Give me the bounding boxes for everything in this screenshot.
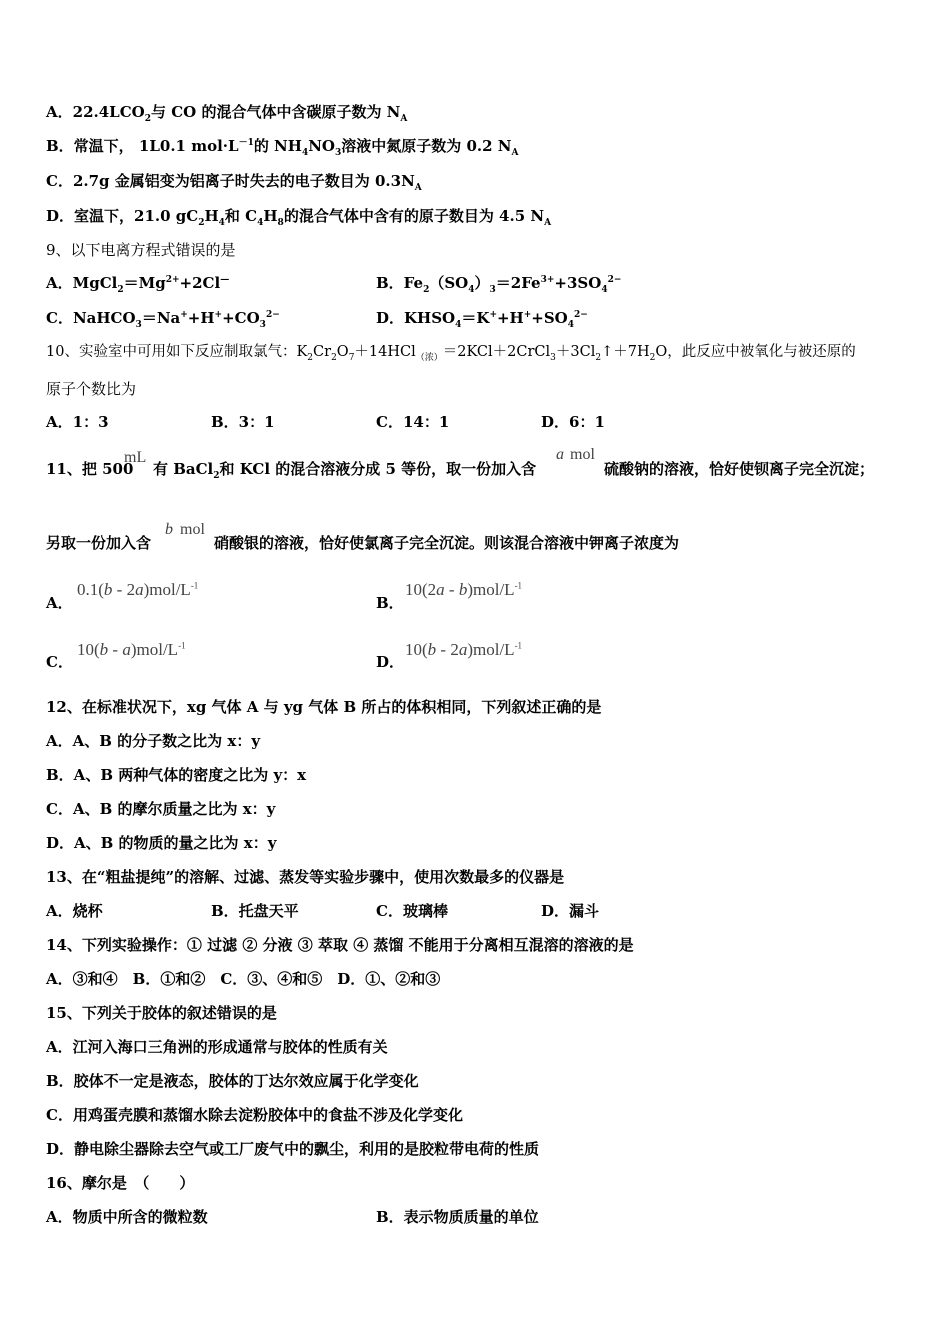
text: ＝2Fe xyxy=(495,274,541,292)
text: H xyxy=(263,207,278,225)
q12-stem: 12、在标准状况下，xg 气体 A 与 yg 气体 B 所占的体积相同，下列叙述正确的是 xyxy=(46,698,602,716)
text: 10( xyxy=(405,640,428,659)
variable: a xyxy=(436,580,445,599)
text: ↑＋7H xyxy=(601,344,650,360)
text: +CO xyxy=(222,309,260,327)
subscript: 4 xyxy=(567,320,575,330)
text: +H xyxy=(187,309,215,327)
text: B．Fe xyxy=(376,274,424,292)
subscript: 2 xyxy=(423,285,430,295)
text: 10、实验室中可用如下反应制取氯气：K xyxy=(46,344,308,360)
subscript: A xyxy=(544,218,552,228)
variable: b xyxy=(103,580,113,599)
text: 有 BaCl xyxy=(153,460,214,478)
q8-option-a xyxy=(46,102,407,122)
q8-option-b xyxy=(46,136,519,156)
subscript: A xyxy=(400,114,408,124)
unit-mol: mol xyxy=(180,521,205,538)
superscript: -1 xyxy=(514,640,523,651)
text: NO xyxy=(308,137,335,155)
q10-option-a: A．1：3 xyxy=(46,413,109,431)
q16-stem: 16、摩尔是 （ ） xyxy=(46,1174,195,1192)
q13-option-d: D．漏斗 xyxy=(541,902,600,920)
text: ＋3Cl xyxy=(555,344,596,360)
text: - xyxy=(108,640,123,659)
q9-option-c xyxy=(46,308,280,328)
text: )mol/L xyxy=(143,580,191,599)
subscript: A xyxy=(414,183,422,193)
subscript: 3 xyxy=(489,285,496,295)
subscript: 2 xyxy=(144,114,151,124)
text: 的混合气体中含有的原子数目为 4.5 N xyxy=(283,207,545,225)
text: 10(2 xyxy=(405,580,437,599)
text: D．KHSO xyxy=(376,309,456,327)
q9-option-b xyxy=(376,273,621,293)
subscript: 4 xyxy=(455,320,462,330)
text: A．MgCl xyxy=(46,274,118,292)
text: ＝Mg xyxy=(123,274,166,292)
subscript: A xyxy=(511,148,519,158)
text: 10( xyxy=(77,640,100,659)
q12-option-d: D．A、B 的物质的量之比为 x：y xyxy=(46,834,277,852)
q12-option-c: C．A、B 的摩尔质量之比为 x：y xyxy=(46,800,276,818)
q12-option-a: A．A、B 的分子数之比为 x：y xyxy=(46,732,261,750)
unit-ml: mL xyxy=(124,449,147,466)
text: ＋14HCl xyxy=(354,344,416,360)
text: 和 KCl 的混合溶液分成 5 等份，取一份加入含 xyxy=(219,460,537,478)
formula xyxy=(405,580,522,600)
superscript: －1 xyxy=(238,138,254,148)
text: +3SO xyxy=(554,274,602,292)
subscript: 3 xyxy=(259,320,266,330)
subscript: 4 xyxy=(218,218,225,228)
formula xyxy=(77,580,198,600)
subscript: 2 xyxy=(213,471,220,481)
subscript: 8 xyxy=(277,218,284,228)
variable: b xyxy=(99,640,109,659)
variable: a xyxy=(135,580,144,599)
q15-option-b: B．胶体不一定是液态，胶体的丁达尔效应属于化学变化 xyxy=(46,1072,419,1090)
superscript: + xyxy=(180,310,188,320)
text: - 2 xyxy=(112,580,136,599)
superscript: — xyxy=(220,275,230,285)
superscript: + xyxy=(489,310,497,320)
subscript: 7 xyxy=(348,352,355,363)
superscript: 3+ xyxy=(540,275,555,285)
superscript: 2+ xyxy=(165,275,180,285)
text: 硝酸银的溶液，恰好使氯离子完全沉淀。则该混合溶液中钾离子浓度为 xyxy=(214,534,680,552)
text: ＝K xyxy=(461,309,490,327)
text: )mol/L xyxy=(130,640,179,659)
superscript: 2− xyxy=(265,310,280,320)
subscript: 3 xyxy=(334,148,342,158)
text: 硫酸钠的溶液，恰好使钡离子完全沉淀； xyxy=(604,460,875,478)
text: ＝Na xyxy=(141,309,181,327)
subscript: 2 xyxy=(649,352,656,363)
q14-stem: 14、下列实验操作：① 过滤 ② 分液 ③ 萃取 ④ 蒸馏 不能用于分离相互混溶的溶液的是 xyxy=(46,936,634,954)
text: 另取一份加入含 xyxy=(46,534,152,552)
text: Cr xyxy=(313,344,332,360)
q15-option-a: A．江河入海口三角洲的形成通常与胶体的性质有关 xyxy=(46,1038,388,1056)
q8-option-c xyxy=(46,171,422,191)
variable: b xyxy=(458,580,468,599)
q15-option-d: D．静电除尘器除去空气或工厂废气中的飘尘，利用的是胶粒带电荷的性质 xyxy=(46,1140,540,1158)
text: （SO xyxy=(429,274,469,292)
q8-option-d xyxy=(46,206,551,226)
subscript: 4 xyxy=(301,148,309,158)
q9-stem: 9、以下电离方程式错误的是 xyxy=(46,241,236,259)
q12-option-b: B．A、B 两种气体的密度之比为 y：x xyxy=(46,766,307,784)
text: ） xyxy=(474,274,490,292)
option-label: A． xyxy=(46,594,73,612)
q14-options: A．③和④ B．①和② C．③、④和⑤ D．①、②和③ xyxy=(46,970,441,988)
text: A．22.4LCO xyxy=(46,103,145,121)
text: 的 NH xyxy=(253,137,302,155)
text: 0.1( xyxy=(77,580,104,599)
q15-stem: 15、下列关于胶体的叙述错误的是 xyxy=(46,1004,277,1022)
text: B．常温下， 1L0.1 mol·L xyxy=(46,137,239,155)
subscript: 4 xyxy=(257,218,264,228)
text xyxy=(153,459,536,479)
q13-option-a: A．烧杯 xyxy=(46,902,103,920)
subscript: （浓） xyxy=(415,352,443,363)
text: 溶液中氮原子数为 0.2 N xyxy=(341,137,512,155)
text: +2Cl xyxy=(179,274,221,292)
superscript: + xyxy=(214,310,223,320)
text: +H xyxy=(496,309,524,327)
text: 和 C xyxy=(224,207,258,225)
unit-a: a xyxy=(556,446,564,463)
q10-option-d: D．6：1 xyxy=(541,413,605,431)
text: +SO xyxy=(531,309,568,327)
q10-option-c: C．14：1 xyxy=(376,413,450,431)
text: ＝2KCl＋2CrCl xyxy=(442,344,551,360)
text: 与 CO 的混合气体中含碳原子数为 N xyxy=(151,103,401,121)
q10-stem-line2: 原子个数比为 xyxy=(46,380,137,398)
subscript: 2 xyxy=(595,352,602,363)
q9-option-d xyxy=(376,308,588,328)
subscript: 3 xyxy=(550,352,556,363)
text: O，此反应中被氧化与被还原的 xyxy=(655,344,856,360)
subscript: 3 xyxy=(135,320,142,330)
variable: b xyxy=(427,640,437,659)
option-label: C． xyxy=(46,653,73,671)
subscript: 2 xyxy=(331,352,337,363)
subscript: 4 xyxy=(468,285,475,295)
superscript: 2− xyxy=(607,275,622,285)
text: 11、把 500 xyxy=(46,460,134,478)
text: )mol/L xyxy=(467,640,515,659)
option-label: D． xyxy=(376,653,405,671)
formula xyxy=(405,640,522,660)
superscript: -1 xyxy=(178,640,186,651)
subscript: 4 xyxy=(601,285,608,295)
q13-option-c: C．玻璃棒 xyxy=(376,902,448,920)
text: D．室温下，21.0 gC xyxy=(46,207,199,225)
text: - 2 xyxy=(436,640,459,659)
q13-stem: 13、在“粗盐提纯”的溶解、过滤、蒸发等实验步骤中，使用次数最多的仪器是 xyxy=(46,868,565,886)
subscript: 2 xyxy=(307,352,314,363)
text: - xyxy=(444,580,459,599)
q10-option-b: B．3：1 xyxy=(211,413,275,431)
superscript: -1 xyxy=(190,580,199,591)
variable: a xyxy=(458,640,468,659)
text: C．2.7g 金属铝变为铝离子时失去的电子数目为 0.3N xyxy=(46,172,415,190)
text: H xyxy=(204,207,219,225)
unit-b: b xyxy=(165,521,173,538)
text: )mol/L xyxy=(467,580,515,599)
subscript: 2 xyxy=(198,218,205,228)
superscript: 2− xyxy=(574,310,588,320)
superscript: + xyxy=(523,310,532,320)
formula xyxy=(77,640,186,660)
text: O xyxy=(336,344,349,360)
unit-mol: mol xyxy=(570,446,595,463)
option-label: B． xyxy=(376,594,404,612)
q16-option-b: B．表示物质质量的单位 xyxy=(376,1208,539,1226)
text: C．NaHCO xyxy=(46,309,136,327)
subscript: 2 xyxy=(117,285,124,295)
q15-option-c: C．用鸡蛋壳膜和蒸馏水除去淀粉胶体中的食盐不涉及化学变化 xyxy=(46,1106,463,1124)
q13-option-b: B．托盘天平 xyxy=(211,902,299,920)
variable: a xyxy=(122,640,131,659)
q16-option-a: A．物质中所含的微粒数 xyxy=(46,1208,208,1226)
q10-stem-line1 xyxy=(46,342,856,362)
superscript: -1 xyxy=(514,580,523,591)
q9-option-a xyxy=(46,273,229,293)
